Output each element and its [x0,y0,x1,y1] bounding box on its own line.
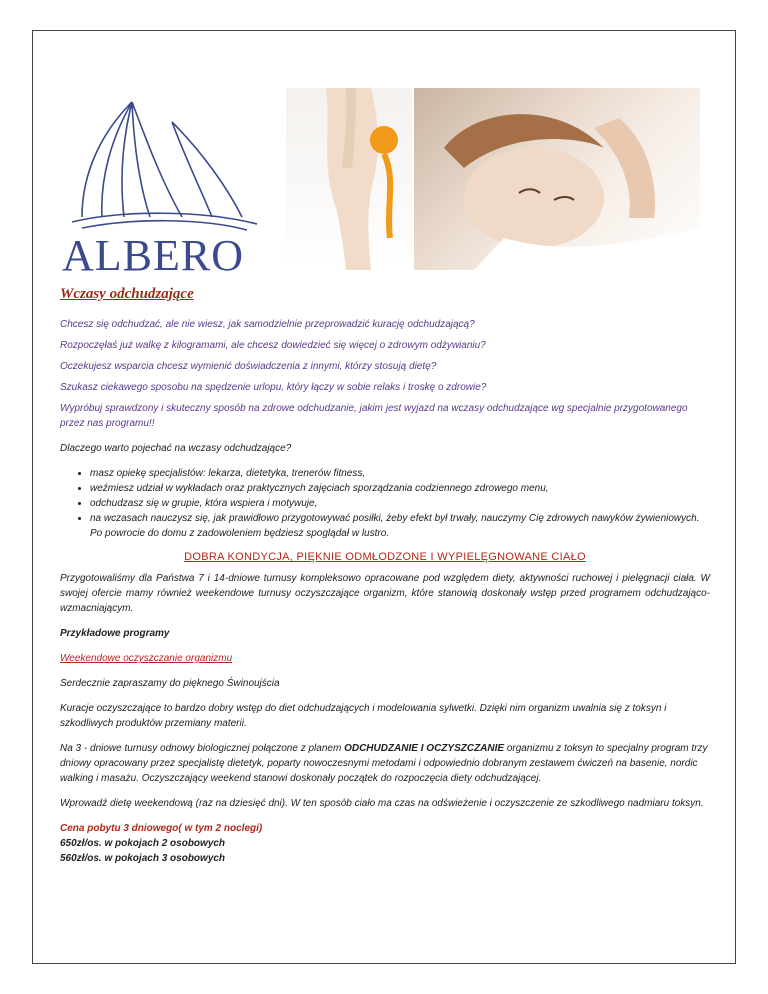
face-massage-image [414,88,700,270]
banner-heading: DOBRA KONDYCJA, PIĘKNIE ODMŁODZONE I WYPIELĘGNOWANE CIAŁO [184,551,586,563]
price-line-1: 650zł/os. w pokojach 2 osobowych [60,838,226,849]
sailboat-icon [62,92,262,232]
paragraph-1: Kuracje oczyszczające to bardzo dobry wstęp do diet odchudzających i modelowania sylwetki. Dzięki nim organizm uwalnia się z toksyn i szkodliwych produktów przemiany materii. [60,703,667,729]
paragraph-2 [60,741,710,786]
paragraph-2-emphasis: ODCHUDZANIE I OCZYSZCZANIE [344,743,505,754]
page-title: Wczasy odchudzające [60,286,194,302]
invite-text: Serdecznie zapraszamy do pięknego Świnoujścia [60,678,280,689]
paragraph-3: Wprowadź dietę weekendową (raz na dziesięć dni). W ten sposób ciało ma czas na odświeżenie i oczyszczenie ze szkodliwego nadmiaru toksyn. [60,798,704,809]
intro-paragraph: Przygotowaliśmy dla Państwa 7 i 14-dniowe turnusy kompleksowo opracowane pod względem diety, aktywności ruchowej i pielęgnacji ciała. W swojej ofercie mamy również weekendowe turnusy oczyszczające organizm, które stanowią doskonały wstęp przed programem odchudzająco-wzmacniającym. [60,573,710,614]
question-1: Chcesz się odchudzać, ale nie wiesz, jak samodzielnie przeprowadzić kurację odchudzającą? [60,319,475,330]
list-item: • masz opiekę specjalistów: lekarza, dietetyka, trenerów fitness, [90,466,710,481]
main-content [60,286,710,866]
price-heading: Cena pobytu 3 dniowego( w tym 2 noclegi) [60,823,263,834]
body-with-orange-image [286,88,412,270]
question-3: Oczekujesz wsparcia chcesz wymienić doświadczenia z innymi, którzy stosują dietę? [60,361,437,372]
list-item: • na wczasach nauczysz się, jak prawidłowo przygotowywać posiłki, żeby efekt był trwały, nauczymy Cię zdrowych nawyków żywieniowych. Po powrocie do domu z zadowoleniem będziesz spoglądał w lustro. [90,511,710,541]
list-item: • odchudzasz się w grupie, która wspiera i motywuje, [90,496,710,511]
why-heading: Dlaczego warto pojechać na wczasy odchudzające? [60,443,292,454]
albero-logo [62,92,262,280]
list-item: • weźmiesz udział w wykładach oraz praktycznych zajęciach sporządzania codziennego zdrowego menu, [90,481,710,496]
programs-heading: Przykładowe programy [60,628,170,639]
paragraph-2-end: organizmu z toksyn to specjalny program trzy dniowy opracowany przez specjalistę dietetyk, poparty nowoczesnymi metodami i odpowiednio dobranym zestawem ćwiczeń na basenie, nordic walking i masażu. Oczyszczający weekend stanowi doskonały początek do rozpoczęcia diety odchudzającej. [60,743,708,784]
price-line-2: 560zł/os. w pokojach 3 osobowych [60,853,226,864]
question-2: Rozpoczęłaś już walkę z kilogramami, ale chcesz dowiedzieć się więcej o zdrowym odżywianiu? [60,340,486,351]
question-5: Wypróbuj sprawdzony i skuteczny sposób na zdrowe odchudzanie, jakim jest wyjazd na wczasy odchudzające wg specjalnie przygotowanego przez nas programu!! [60,403,688,429]
paragraph-2-start: Na 3 - dniowe turnusy odnowy biologicznej połączone z planem [60,743,345,754]
logo-wordmark: ALBERO [62,231,244,280]
benefits-list [60,466,710,541]
weekend-heading: Weekendowe oczyszczanie organizmu [60,653,233,664]
question-4: Szukasz ciekawego sposobu na spędzenie urlopu, który łączy w sobie relaks i troskę o zdrowie? [60,382,487,393]
